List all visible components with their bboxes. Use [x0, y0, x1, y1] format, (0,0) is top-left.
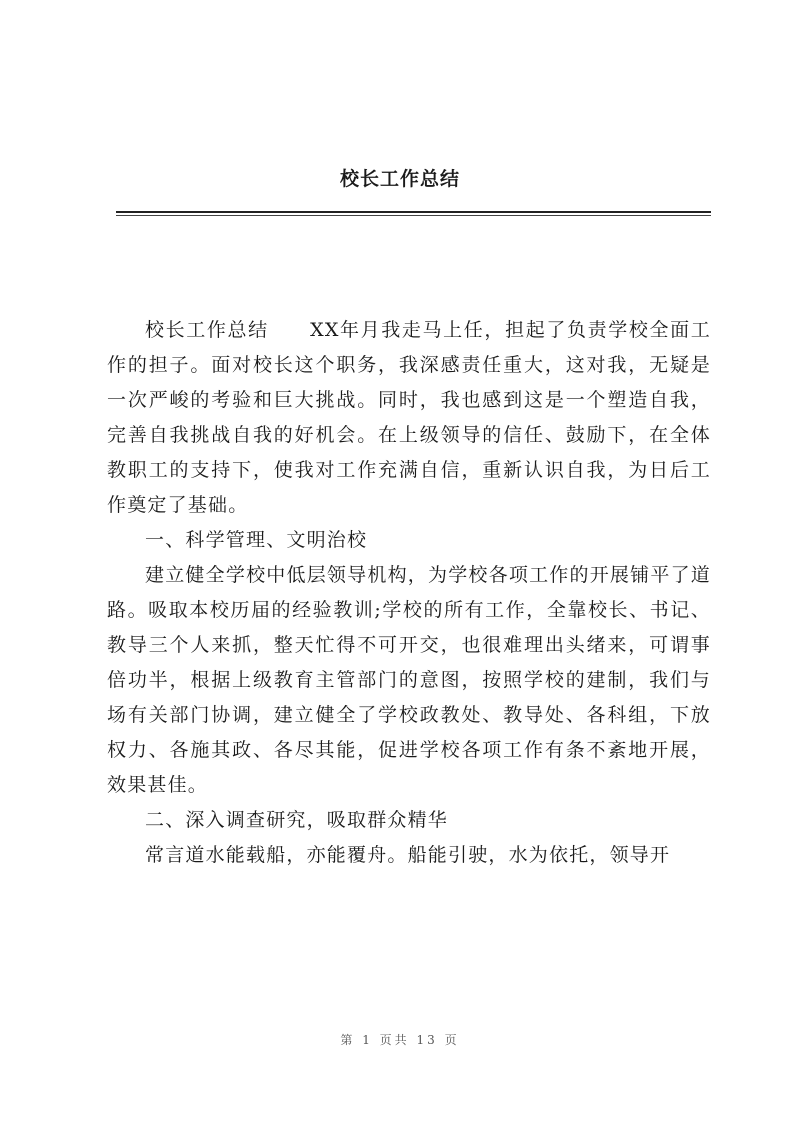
section-heading-1: 一、科学管理、文明治校 [145, 529, 368, 551]
intro-paragraph: 校长工作总结 XX年月我走马上任，担起了负责学校全面工作的担子。面对校长这个职务，我深感责任重大，这对我，无疑是一次严峻的考验和巨大挑战。同时，我也感到这是一个塑造自我，完善自我挑战自我的好机会。在上级领导的信任、鼓励下，在全体教职工的支持下，使我对工作充满自信，重新认识自我，为日后工作奠定了基础。 [107, 319, 711, 516]
document-body [107, 313, 711, 873]
page-title: 校长工作总结 [339, 168, 460, 190]
page-number-footer: 第 1 页共 13 页 [340, 1033, 460, 1047]
title-underline [116, 211, 711, 213]
title-underline-thin [116, 215, 711, 216]
section-heading-2: 二、深入调查研究，吸取群众精华 [145, 809, 449, 831]
section-1-paragraph: 建立健全学校中低层领导机构，为学校各项工作的开展铺平了道路。吸取本校历届的经验教训;学校的所有工作，全靠校长、书记、教导三个人来抓，整天忙得不可开交，也很难理出头绪来，可谓事倍功半，根据上级教育主管部门的意图，按照学校的建制，我们与场有关部门协调，建立健全了学校政教处、教导处、各科组，下放权力、各施其政、各尽其能，促进学校各项工作有条不紊地开展，效果甚佳。 [107, 564, 711, 796]
section-2-paragraph: 常言道水能载船，亦能覆舟。船能引驶，水为依托，领导开 [145, 844, 671, 866]
